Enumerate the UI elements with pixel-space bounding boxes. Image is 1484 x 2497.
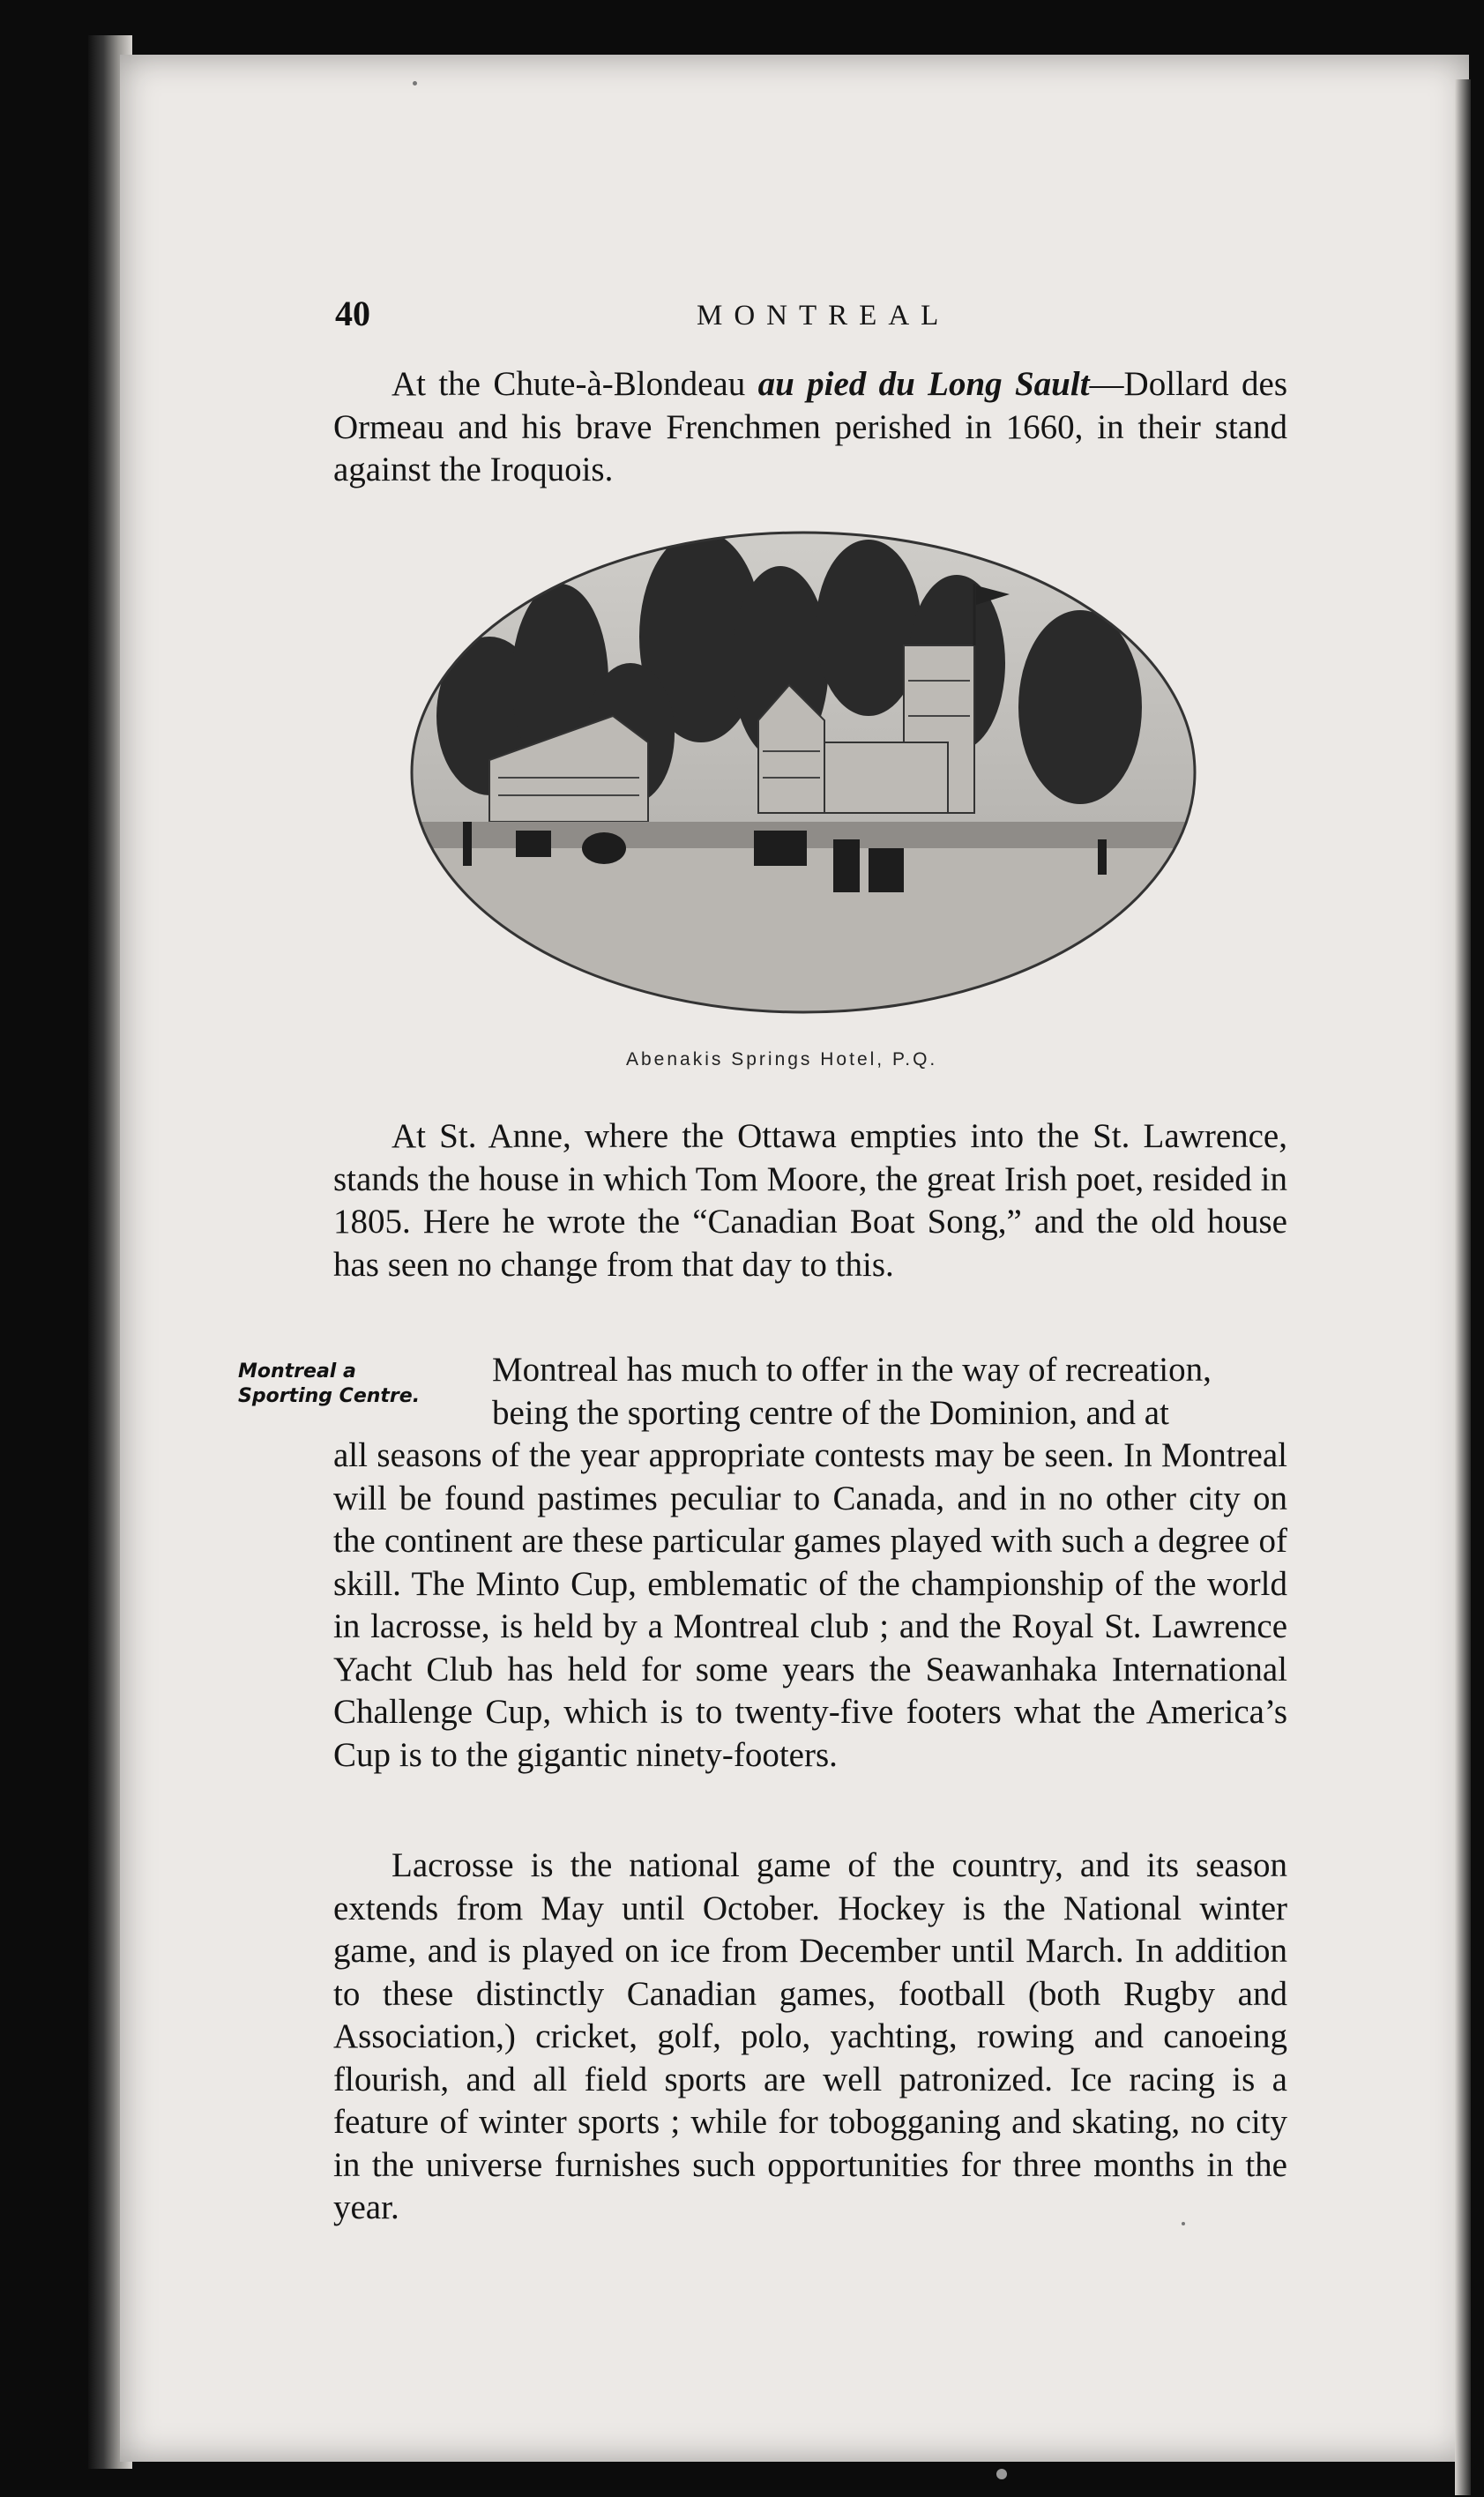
running-head: MONTREAL xyxy=(697,300,951,332)
paragraph-lacrosse-text: Lacrosse is the national game of the country, and its season extends from May until October. Hockey is the National winter game, and is played on ice from December until March. In addition to these distinctly Canadian games, football (both Rugby and Association,) cricket, golf, polo, yachting, rowing and canoeing flourish, and all field sports are well patronized. Ice racing is a feature of winter sports ; while for tobogganing and skating, no city in the universe furnishes such opportunities for three months in the year. xyxy=(333,1846,1287,2226)
paragraph-lacrosse xyxy=(333,1845,1287,2230)
paragraph-dollard-text-c: —Dollard des Ormeau and his brave Frenchmen perished in 1660, in their stand against the Iroquois. xyxy=(333,365,1287,488)
paper-speck xyxy=(996,2469,1007,2479)
paragraph-sporting-rest: all seasons of the year appropriate contests may be seen. In Montreal will be found pastimes peculiar to Canada, and in no other city on the continent are these particular games played with such a degree of skill. The Minto Cup, emblematic of the championship of the world in lacrosse, is held by a Montreal club ; and the Royal St. Lawrence Yacht Club has held for some years the Seawanhaka International Challenge Cup, which is to twenty-five footers what the America’s Cup is to the gigantic ninety-footers. xyxy=(333,1436,1287,1774)
paragraph-st-anne-text: At St. Anne, where the Ottawa empties into the St. Lawrence, stands the house in which Tom Moore, the great Irish poet, resided in 1805. Here he wrote the “Canadian Boat Song,” and the old house has seen no change from that day to this. xyxy=(333,1117,1287,1284)
paragraph-dollard-italic: au pied du Long Sault xyxy=(757,365,1090,403)
paragraph-sporting-line1: Montreal has much to offer in the way of recreation, xyxy=(492,1351,1212,1389)
page-edge xyxy=(1455,79,1471,2495)
paper-speck xyxy=(413,81,417,86)
paragraph-dollard xyxy=(333,363,1287,492)
paper-speck xyxy=(1182,2222,1185,2225)
marginal-note-line2: Sporting Centre. xyxy=(238,1385,421,1407)
paragraph-dollard-text-a: At the Chute-à-Blondeau xyxy=(392,365,758,403)
paragraph-sporting-centre xyxy=(333,1349,1287,1777)
page-number: 40 xyxy=(335,294,370,333)
hotel-illustration xyxy=(410,531,1197,1014)
paragraph-sporting-line2: being the sporting centre of the Dominion, and at xyxy=(492,1393,1169,1432)
figure-caption: Abenakis Springs Hotel, P.Q. xyxy=(626,1049,938,1070)
paragraph-st-anne xyxy=(333,1115,1287,1286)
marginal-note-line1: Montreal a xyxy=(238,1360,356,1383)
